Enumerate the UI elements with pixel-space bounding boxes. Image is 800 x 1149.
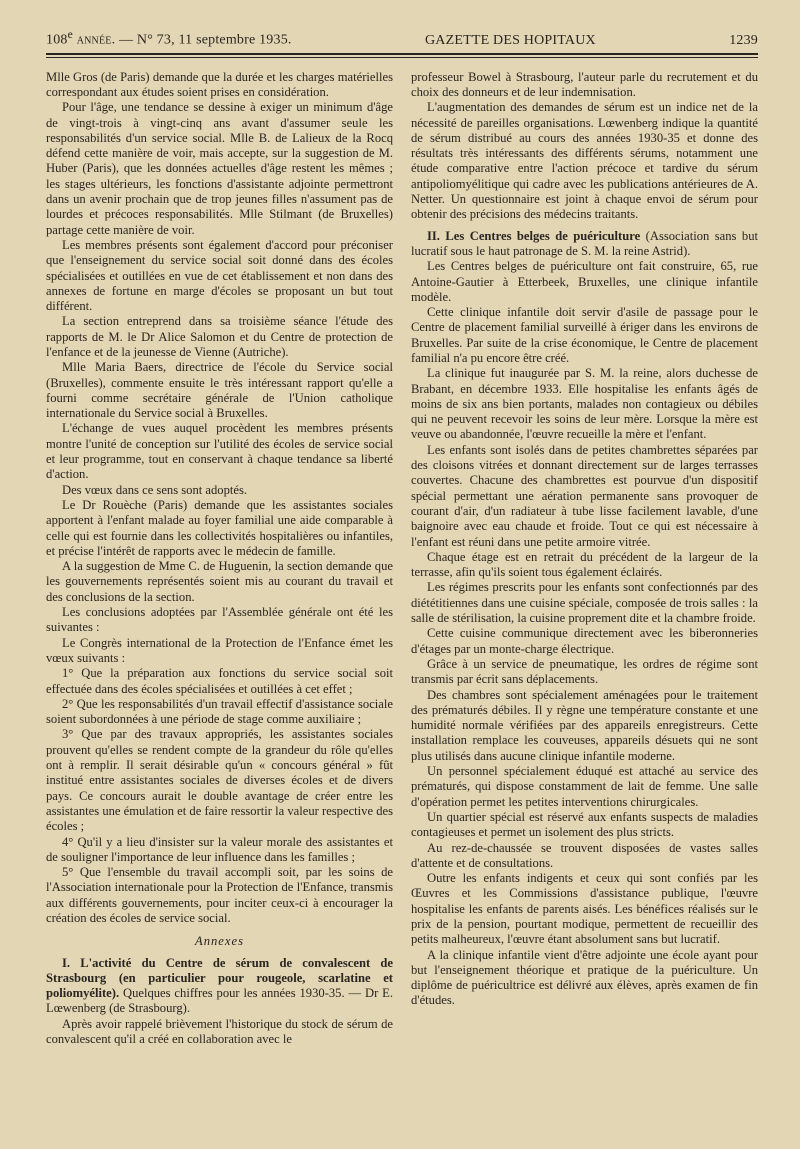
- annexes-heading: Annexes: [195, 934, 244, 949]
- paragraph: La clinique fut inaugurée par S. M. la reine, alors duchesse de Brabant, en décembre 1933. Elle hospitalise les enfants âgés de moins de six ans bien portants, malades non contagieux ou débiles qui ne peuvent recevoir les soins de leur mère. Lorsque la mère est veuve ou abandonnée, l'œuvre recueille la mère et l'enfant.: [411, 366, 758, 442]
- paragraph: Les régimes prescrits pour les enfants sont confectionnés par des diététitiennes dans une cuisine spéciale, composée de trois salles : la salle de stérilisation, la cuisine proprement dite et la chambre froide.: [411, 580, 758, 626]
- paragraph: Les enfants sont isolés dans de petites chambrettes séparées par des cloisons vitrées et donnant directement sur de larges terrasses couvertes. Chacune des chambrettes est pourvue d'un dispositif spécial permettant une aération permanente sans provoquer de courant d'air, d'un radiateur à tube lisse facilement lavable, d'une baignoire avec eau chaude et froide. Tout ce qui est nécessaire à l'enfant est réuni dans une petite armoire vitrée.: [411, 442, 758, 549]
- paragraph: Des chambres sont spécialement aménagées pour le traitement des prématurés débiles. Il y règne une température constante et une humidité normale vérifiées par des appareils enregistreurs. Cette installation remplace les couveuses, appareils désuets qui ne sont plus utilisés dans aucune clinique infantile moderne.: [411, 687, 758, 763]
- page-header: [46, 28, 758, 49]
- header-rule-thin: [46, 57, 758, 58]
- paragraph: Les membres présents sont également d'accord pour préconiser que l'enseignement du service social soit donné dans des écoles spécialisées et outillées en vue de cet établissement et non dans des annexes de fortune en marge d'écoles se proposant un but tout différent.: [46, 237, 393, 314]
- paragraph: Le Congrès international de la Protection de l'Enfance émet les vœux suivants :: [46, 635, 393, 665]
- text-columns: [46, 70, 758, 1048]
- vow-item: 5° Que l'ensemble du travail accompli soit, par les soins de l'Association internationale pour la Protection de l'Enfance, transmis aux différents gouvernements, pour inciter ceux-ci à encourager la création des écoles de service social.: [46, 865, 393, 925]
- paragraph: L'augmentation des demandes de sérum est un indice net de la nécessité de pareilles organisations. Lœwenberg indique la quantité de sérum distribué au cours des années 1930-35 et donne des résultats très intéressants des différents sérums, notamment une étude comparative entre l'action précoce et tardive du sérum antipoliomyélitique qui cadre avec les publications antérieures de A. Netter. Un questionnaire est joint à chaque envoi de sérum pour obtenir des précisions des médecins traitants.: [411, 100, 758, 222]
- paragraph: Le Dr Rouèche (Paris) demande que les assistantes sociales apportent à l'enfant malade au foyer familial une aide comparable à celle qui est fournie dans les collectivités hospitalières ou infantiles, et précise l'intérêt de rapports avec le médecin de famille.: [46, 497, 393, 558]
- annex-heading: I. L'activité du Centre de sérum de convalescent de Strasbourg (en particulier pour rougeole, scarlatine et poliomyélite). Quelques chiffres pour les années 1930-35. — Dr E. Lœwenberg (de Strasbourg).: [46, 955, 393, 1016]
- paragraph: Après avoir rappelé brièvement l'historique du stock de sérum de convalescent qu'il a créé en collaboration avec le: [46, 1016, 393, 1047]
- paragraph: Un quartier spécial est réservé aux enfants suspects de maladies contagieuses et permet un isolement des plus stricts.: [411, 809, 758, 840]
- annex-heading: II. Les Centres belges de puériculture (Association sans but lucratif sous le haut patronage de S. M. la reine Astrid).: [411, 228, 758, 258]
- paragraph: Un personnel spécialement éduqué est attaché au service des prématurés, qui dispose constamment de lait de femme. Une salle d'opération permet les petites interventions chirurgicales.: [411, 764, 758, 809]
- paragraph: Les Centres belges de puériculture ont fait construire, 65, rue Antoine-Gautier à Etterbeek, Bruxelles, une clinique infantile modèle.: [411, 259, 758, 304]
- left-column: [46, 70, 393, 1048]
- header-rule: [46, 53, 758, 55]
- page-number: 1239: [729, 32, 758, 48]
- paragraph: La section entreprend dans sa troisième séance l'étude des rapports de M. le Dr Alice Salomon et du Centre de protection de l'enfance et de la jeunesse de Vienne (Autriche).: [46, 314, 393, 359]
- paragraph: Outre les enfants indigents et ceux qui sont confiés par les Œuvres et les Commissions d'assistance publique, l'œuvre hospitalise les enfants de parents aisés. Les bénéfices réalisés sur le prix de la pension, pourtant modique, permettent de recueillir des petits malheureux, l'œuvre étant absolument sans but lucratif.: [411, 871, 758, 947]
- vow-item: 2° Que les responsabilités d'un travail effectif d'assistance sociale soient subordonnées à une période de stage comme auxiliaire ;: [46, 696, 393, 727]
- paragraph: Mlle Gros (de Paris) demande que la durée et les charges matérielles correspondant aux études soient prises en considération.: [46, 69, 393, 99]
- paragraph: A la suggestion de Mme C. de Huguenin, la section demande que les gouvernements représentés soient mis au courant du travail et des conclusions de la section.: [46, 559, 393, 604]
- paragraph: Grâce à un service de pneumatique, les ordres de régime sont transmis par écrit sans déplacements.: [411, 656, 758, 687]
- vow-item: 4° Qu'il y a lieu d'insister sur la valeur morale des assistantes et de souligner l'importance de leur influence dans les familles ;: [46, 834, 393, 864]
- paragraph: Pour l'âge, une tendance se dessine à exiger un minimum d'âge de vingt-trois à vingt-cinq ans avant d'assumer seule les responsabilités d'un service social. Mlle B. de Lalieux de la Rocq défend cette manière de voir, mais accepte, sur la suggestion de M. Huber (Paris), que les données actuelles d'âge restent les mêmes ; les stages ultérieurs, les fonctions d'assistante adjointe permettront dans un avenir prochain que de trop jeunes filles n'assument pas de lourdes et précoces responsabilités. Mlle Stilmant (de Bruxelles) partage cette manière de voir.: [46, 100, 393, 237]
- paragraph: Les conclusions adoptées par l'Assemblée générale ont été les suivantes :: [46, 605, 393, 635]
- paragraph: professeur Bowel à Strasbourg, l'auteur parle du recrutement et du choix des donneurs et de leur indemnisation.: [411, 69, 758, 99]
- issue-info: 108e année. — N° 73, 11 septembre 1935.: [46, 28, 292, 48]
- paragraph: A la clinique infantile vient d'être adjointe une école ayant pour but l'enseignement théorique et pratique de la puériculture. Un diplôme de puéricultrice est délivré aux élèves, après examen de fin d'études.: [411, 947, 758, 1008]
- vow-item: 1° Que la préparation aux fonctions du service social soit effectuée dans des écoles spécialisées et outillées à cet effet ;: [46, 666, 393, 696]
- right-column: [411, 70, 758, 1048]
- journal-title: GAZETTE DES HOPITAUX: [424, 32, 596, 48]
- paragraph: Mlle Maria Baers, directrice de l'école du Service social (Bruxelles), commente ensuite le très intéressant rapport qu'elle a fourni comme secrétaire générale de l'Union catholique internationale du Service social à Bruxelles.: [46, 360, 393, 421]
- paragraph: Cette clinique infantile doit servir d'asile de passage pour le Centre de placement familial surveillé à ériger dans les environs de Bruxelles. Par suite de la crise économique, le Centre de placement familial n'a pu encore être créé.: [411, 305, 758, 365]
- vow-item: 3° Que par des travaux appropriés, les assistantes sociales prouvent qu'elles se rendent compte de la grandeur du rôle qu'elles ont à remplir. Il serait désirable qu'un « concours général » fût institué entre assistantes sociales de diverses écoles et de divers pays. Ce concours aurait le double avantage de créer entre les assistantes une émulation et de faire ressortir la valeur respective des écoles ;: [46, 727, 393, 834]
- paragraph: Des vœux dans ce sens sont adoptés.: [62, 482, 248, 497]
- paragraph: Chaque étage est en retrait du précédent de la largeur de la terrasse, afin qu'ils soient tous également éclairés.: [411, 549, 758, 580]
- paragraph: Au rez-de-chaussée se trouvent disposées de vastes salles d'attente et de consultations.: [411, 840, 758, 870]
- paragraph: Cette cuisine communique directement avec les biberonneries d'étages par un monte-charge électrique.: [411, 626, 758, 656]
- paragraph: L'échange de vues auquel procèdent les membres présents montre l'unité de conception sur l'utilité des écoles de service social et leur programme, tout en conservant à chaque tendance sa liberté d'action.: [46, 421, 393, 482]
